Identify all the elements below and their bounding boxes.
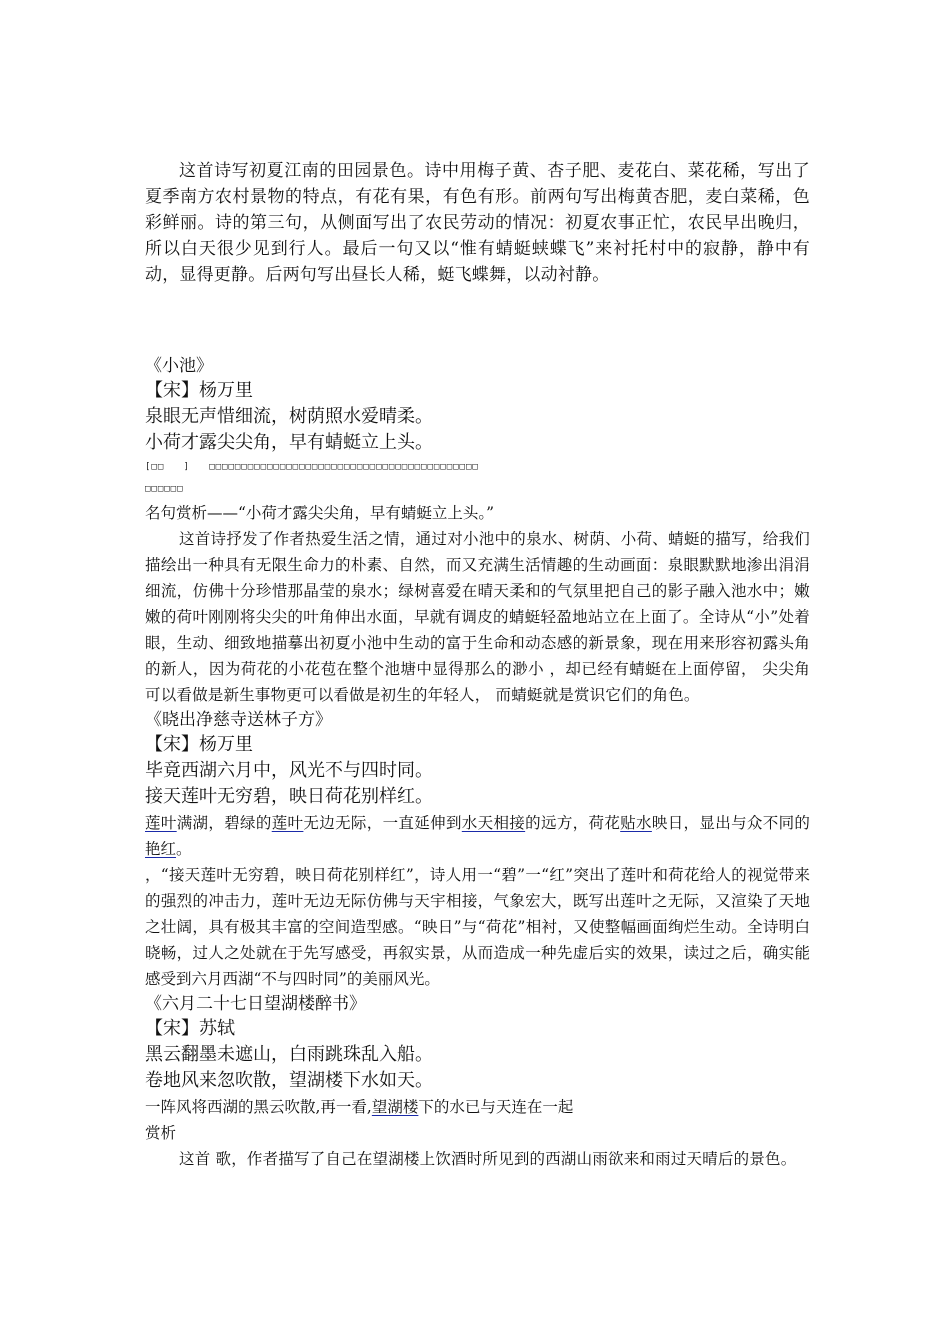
poem-analysis: 这首 歌，作者描写了自己在望湖楼上饮酒时所见到的西湖山雨欲来和雨过天晴后的景色。 <box>179 1150 797 1168</box>
poem-xiaochi <box>145 354 810 708</box>
garbled-text-line-2: □□□□□□ <box>145 484 184 494</box>
poem-translation <box>145 1094 810 1120</box>
link-lianye[interactable]: 莲叶 <box>145 814 177 832</box>
section-heading-shangxi: 赏析 <box>145 1124 177 1142</box>
poem-analysis: 这首诗抒发了作者热爱生活之情，通过对小池中的泉水、树荫、小荷、蜻蜓的描写，给我们描绘出一种具有无限生命力的朴素、自然，而又充满生活情趣的生动画面：泉眼默默地渗出涓涓细流，仿佛十分珍惜那晶莹的泉水；绿树喜爱在晴天柔和的气氛里把自己的影子融入池水中；嫩嫩的荷叶刚刚将尖尖的叶角伸出水面，早就有调皮的蜻蜓轻盈地站立在上面了。全诗从“小”处着眼，生动、细致地描摹出初夏小池中生动的富于生命和动态感的新景象，现在用来形容初露头角的新人，因为荷花的小花苞在整个池塘中显得那么的渺小 ，却已经有蜻蜓在上面停留， 尖尖角可以看做是新生事物更可以看做是初生的年轻人， 而蜻蜓就是赏识它们的角色。 <box>145 530 810 704</box>
poem-title: 《六月二十七日望湖楼醉书》 <box>145 994 366 1014</box>
link-yanhong[interactable]: 艳红 <box>145 840 177 858</box>
garbled-text-line <box>145 456 810 478</box>
poem-line-2: 卷地风来忽吹散，望湖楼下水如天。 <box>145 1070 433 1091</box>
famous-line-caption: 名句赏析——“小荷才露尖尖角，早有蜻蜓立上头。” <box>145 504 495 522</box>
poem-wanghulou <box>145 992 810 1172</box>
translation-text: 无边无际，一直延伸到 <box>303 814 462 832</box>
document-body <box>145 158 810 1172</box>
link-wanghulou[interactable]: 望湖楼 <box>371 1098 419 1116</box>
poem-line-1: 黑云翻墨未遮山，白雨跳珠乱入船。 <box>145 1044 433 1065</box>
translation-text: 一阵风将西湖的黑云吹散,再一看, <box>145 1098 372 1116</box>
translation-text: 的远方，荷花 <box>525 814 621 832</box>
link-shuitian-xiangjie[interactable]: 水天相接 <box>461 814 526 832</box>
translation-text: 映日，显出与众不同的 <box>651 814 810 832</box>
poem-author: 【宋】杨万里 <box>145 380 253 401</box>
garbled-run: □□□□□□□□□□□□□□□□□□□□□□□□□□□□□□□□□□□□□□□□□□ <box>209 462 479 472</box>
garbled-bracket-open: [ <box>145 462 152 472</box>
poem-title: 《晓出净慈寺送林子方》 <box>145 710 332 730</box>
garbled-tag: □□ <box>151 462 165 472</box>
poem-line-1: 泉眼无声惜细流，树荫照水爱晴柔。 <box>145 406 433 427</box>
poem-line-2: 小荷才露尖尖角，早有蜻蜓立上头。 <box>145 432 433 453</box>
link-lianye-2[interactable]: 莲叶 <box>271 814 304 832</box>
garbled-bracket-close: ] <box>183 462 190 472</box>
translation-text: 下的水已与天连在一起 <box>418 1098 574 1116</box>
poem-line-1: 毕竟西湖六月中，风光不与四时同。 <box>145 760 433 781</box>
poem-title: 《小池》 <box>145 356 213 376</box>
poem-analysis: ，“接天莲叶无穷碧，映日荷花别样红”，诗人用一“碧”一“红”突出了莲叶和荷花给人的视觉带来的强烈的冲击力，莲叶无边无际仿佛与天宇相接，气象宏大，既写出莲叶之无际，又渲染了天地之壮阔，具有极其丰富的空间造型感。“映日”与“荷花”相衬，又使整幅画面绚烂生动。全诗明白晓畅，过人之处就在于先写感受，再叙实景，从而造成一种先虚后实的效果，读过之后，确实能感受到六月西湖“不与四时同”的美丽风光。 <box>145 866 810 988</box>
spacer <box>145 288 810 354</box>
poem-author: 【宋】苏轼 <box>145 1018 235 1039</box>
poem-line-2: 接天莲叶无穷碧，映日荷花别样红。 <box>145 786 433 807</box>
translation-text: 。 <box>176 840 192 858</box>
poem-translation <box>145 810 810 862</box>
poem-xiaochu-jingcisi <box>145 708 810 992</box>
translation-text: 满湖，碧绿的 <box>176 814 272 832</box>
poem-author: 【宋】杨万里 <box>145 734 253 755</box>
intro-paragraph: 这首诗写初夏江南的田园景色。诗中用梅子黄、杏子肥、麦花白、菜花稀，写出了夏季南方农村景物的特点，有花有果，有色有形。前两句写出梅黄杏肥，麦白菜稀，色彩鲜丽。诗的第三句，从侧面写出了农民劳动的情况：初夏农事正忙，农民早出晚归，所以白天很少见到行人。最后一句又以“惟有蜻蜓蛱蝶飞”来衬托村中的寂静，静中有动，显得更静。后两句写出昼长人稀，蜓飞蝶舞，以动衬静。 <box>145 161 810 285</box>
link-tieshui[interactable]: 贴水 <box>620 814 652 832</box>
